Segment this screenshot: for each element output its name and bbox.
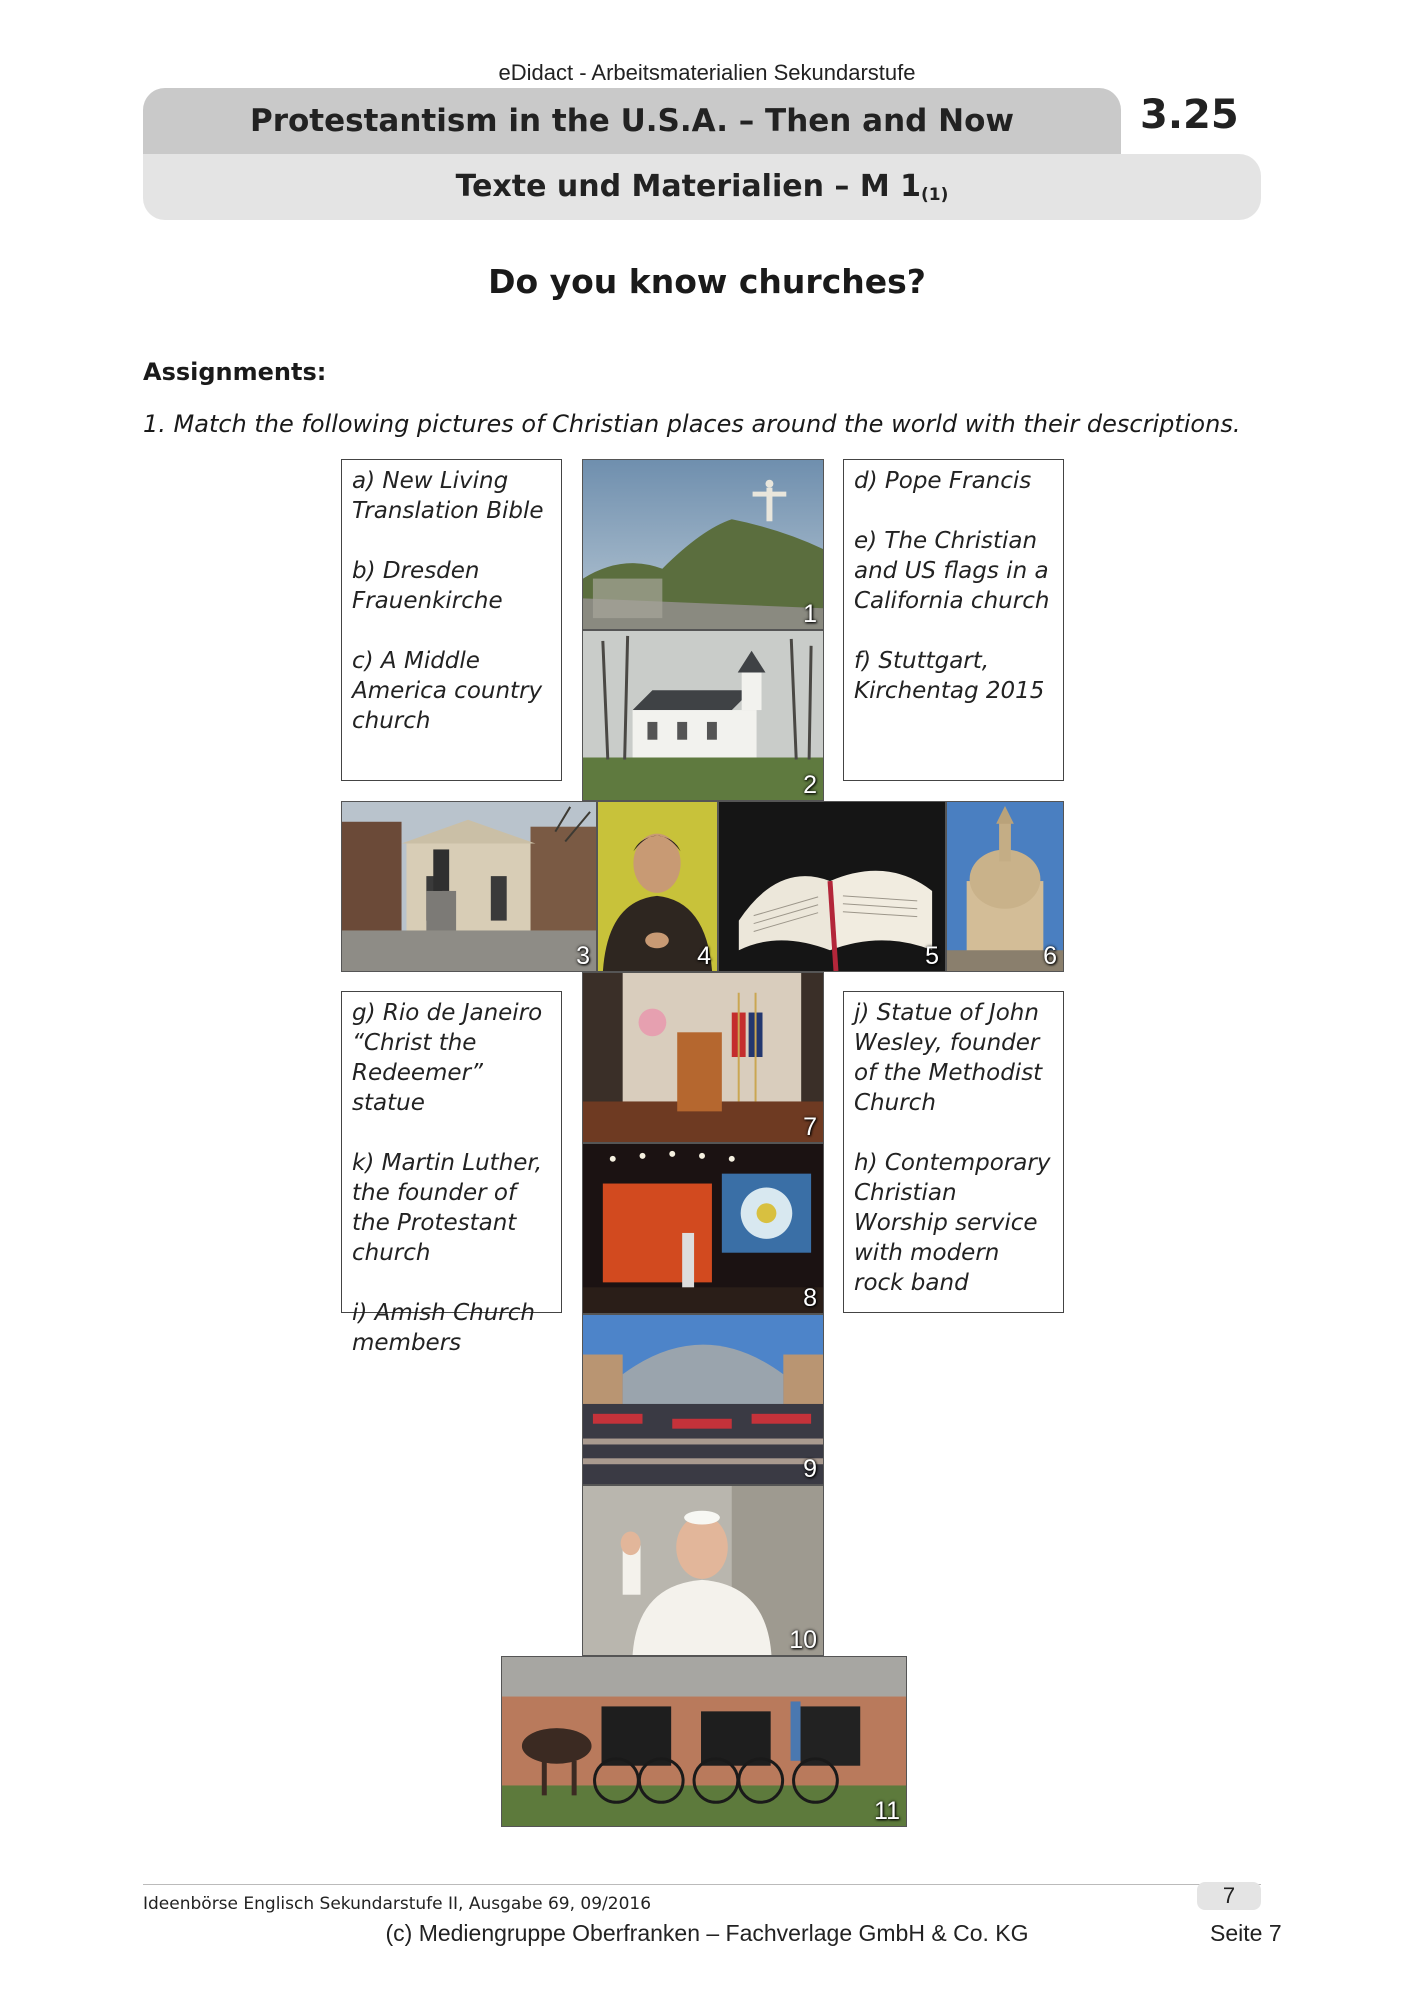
photo-worship-band <box>582 1143 824 1314</box>
worksheet-number: 3.25 <box>1140 92 1239 138</box>
photo-church-flags <box>582 972 824 1143</box>
photo-country-church <box>582 630 824 801</box>
description-b: b) Dresden Frauenkirche <box>352 558 503 614</box>
footer-page-label: Seite 7 <box>1210 1920 1282 1946</box>
photo-number-4: 4 <box>697 942 711 970</box>
description-h: h) Contemporary Christian Worship service with modern rock band <box>854 1150 1051 1296</box>
photo-kirchentag <box>582 1314 824 1485</box>
photo-3-image <box>342 802 596 971</box>
photo-8-image <box>583 1144 823 1313</box>
footer-rule <box>143 1884 1261 1885</box>
worksheet-title: Protestantism in the U.S.A. – Then and Now <box>249 103 1015 139</box>
description-box-top-left <box>341 459 562 781</box>
photo-number-8: 8 <box>803 1284 817 1312</box>
photo-number-7: 7 <box>803 1113 817 1141</box>
photo-pope-francis <box>582 1485 824 1656</box>
description-i: i) Amish Church members <box>352 1300 535 1356</box>
photo-number-5: 5 <box>925 942 939 970</box>
photo-number-2: 2 <box>803 771 817 799</box>
description-box-bottom-right <box>843 991 1064 1313</box>
description-g: g) Rio de Janeiro “Christ the Redeemer” statue <box>352 1000 543 1116</box>
description-box-top-right <box>843 459 1064 781</box>
publisher-line: eDidact - Arbeitsmaterialien Sekundarstufe <box>498 60 916 85</box>
worksheet-subtitle <box>143 154 1261 220</box>
description-a: a) New Living Translation Bible <box>352 468 544 524</box>
photo-number-6: 6 <box>1043 942 1057 970</box>
photo-number-9: 9 <box>803 1455 817 1483</box>
photo-number-1: 1 <box>803 600 817 628</box>
photo-amish-buggies <box>501 1656 907 1827</box>
description-f: f) Stuttgart, Kirchentag 2015 <box>854 648 1045 704</box>
footer-edition: Ideenbörse Englisch Sekundarstufe II, Ausgabe 69, 09/2016 <box>143 1894 652 1914</box>
photo-9-image <box>583 1315 823 1484</box>
photo-10-image <box>583 1486 823 1655</box>
description-e: e) The Christian and US flags in a California church <box>854 528 1050 614</box>
photo-number-11: 11 <box>874 1797 900 1825</box>
photo-11-image <box>502 1657 906 1826</box>
photo-martin-luther <box>597 801 718 972</box>
photo-wesley-chapel <box>341 801 597 972</box>
photo-7-image <box>583 973 823 1142</box>
photo-number-3: 3 <box>576 942 590 970</box>
description-k: k) Martin Luther, the founder of the Protestant church <box>352 1150 543 1266</box>
photo-1-image <box>583 460 823 629</box>
page-heading: Do you know churches? <box>488 262 926 301</box>
photo-number-10: 10 <box>789 1626 817 1654</box>
photo-christ-the-redeemer <box>582 459 824 630</box>
description-c: c) A Middle America country church <box>352 648 543 734</box>
subtitle-text: Texte und Materialien – M 1 <box>455 169 921 204</box>
footer-page-badge: 7 <box>1197 1882 1261 1910</box>
photo-open-bible <box>718 801 946 972</box>
description-j: j) Statue of John Wesley, founder of the Methodist Church <box>854 1000 1043 1116</box>
task-instruction: 1. Match the following pictures of Christian places around the world with their descriptions. <box>143 410 1241 438</box>
assignments-label: Assignments: <box>143 358 327 386</box>
description-d: d) Pope Francis <box>854 468 1032 494</box>
photo-frauenkirche <box>946 801 1064 972</box>
photo-2-image <box>583 631 823 800</box>
photo-5-image <box>719 802 945 971</box>
subtitle-index: (1) <box>921 185 949 205</box>
footer-copyright: (c) Mediengruppe Oberfranken – Fachverlage GmbH & Co. KG <box>385 1920 1029 1946</box>
description-box-bottom-left <box>341 991 562 1356</box>
